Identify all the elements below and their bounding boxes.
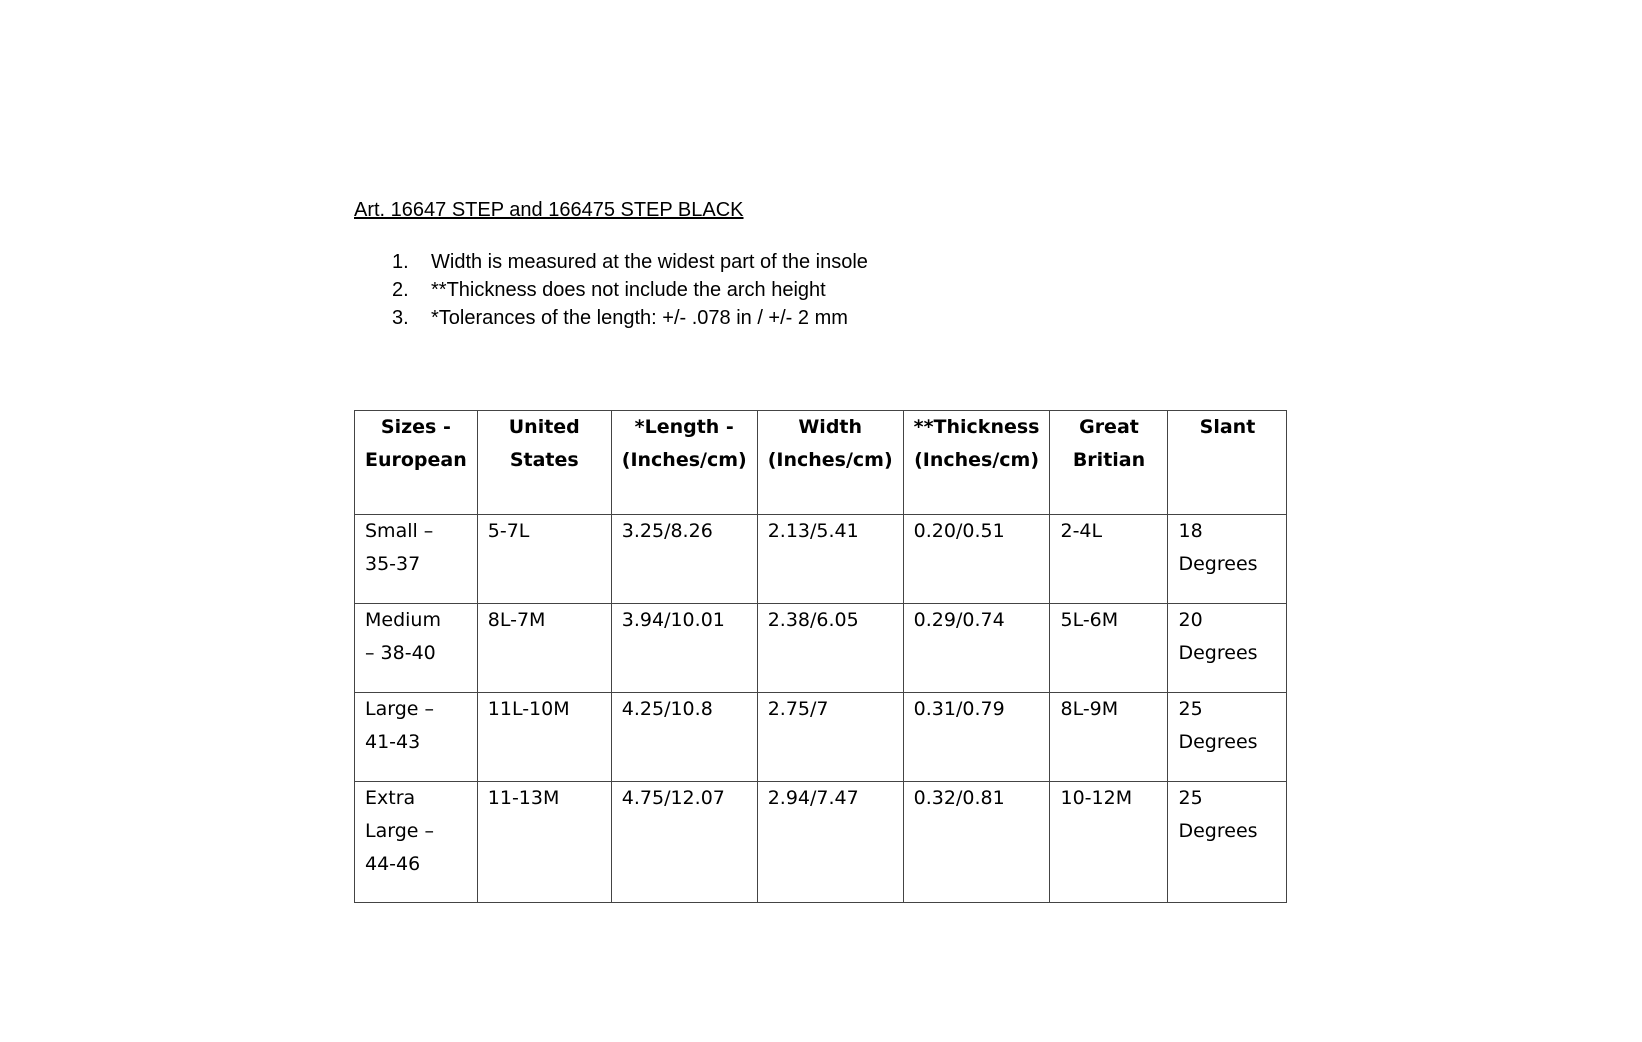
table-cell: Extra Large – 44-46 bbox=[355, 782, 478, 903]
note-number: 3. bbox=[392, 307, 409, 329]
table-cell: 8L-7M bbox=[477, 604, 611, 693]
header-great-britain: Great Britian bbox=[1050, 411, 1168, 515]
header-width: Width (Inches/cm) bbox=[757, 411, 903, 515]
table-row bbox=[355, 782, 1287, 903]
table-cell: 2.38/6.05 bbox=[757, 604, 903, 693]
table-cell: 2-4L bbox=[1050, 515, 1168, 604]
note-text: *Tolerances of the length: +/- .078 in / +/- 2 mm bbox=[431, 307, 848, 329]
note-number: 1. bbox=[392, 251, 409, 273]
header-united-states: United States bbox=[477, 411, 611, 515]
table-header-row bbox=[355, 411, 1287, 515]
table-row bbox=[355, 693, 1287, 782]
table-cell: 4.25/10.8 bbox=[611, 693, 757, 782]
note-item bbox=[392, 304, 868, 332]
table-cell: 11-13M bbox=[477, 782, 611, 903]
table-cell: Small – 35-37 bbox=[355, 515, 478, 604]
header-sizes-european: Sizes - European bbox=[355, 411, 478, 515]
note-item bbox=[392, 248, 868, 276]
table-cell: 11L-10M bbox=[477, 693, 611, 782]
note-number: 2. bbox=[392, 279, 409, 301]
table-cell: 2.94/7.47 bbox=[757, 782, 903, 903]
note-text: Width is measured at the widest part of the insole bbox=[431, 251, 868, 273]
table-cell: Medium – 38-40 bbox=[355, 604, 478, 693]
table-cell: 2.13/5.41 bbox=[757, 515, 903, 604]
table-cell: 4.75/12.07 bbox=[611, 782, 757, 903]
table-cell: 0.32/0.81 bbox=[903, 782, 1050, 903]
table-cell: 25 Degrees bbox=[1168, 693, 1287, 782]
size-chart-table bbox=[354, 410, 1287, 903]
table-cell: 5L-6M bbox=[1050, 604, 1168, 693]
table-cell: 0.20/0.51 bbox=[903, 515, 1050, 604]
table-row bbox=[355, 515, 1287, 604]
table-cell: 20 Degrees bbox=[1168, 604, 1287, 693]
table-cell: Large – 41-43 bbox=[355, 693, 478, 782]
table-cell: 0.29/0.74 bbox=[903, 604, 1050, 693]
table-cell: 0.31/0.79 bbox=[903, 693, 1050, 782]
table-cell: 18 Degrees bbox=[1168, 515, 1287, 604]
document-title: Art. 16647 STEP and 166475 STEP BLACK bbox=[354, 199, 744, 221]
table-cell: 2.75/7 bbox=[757, 693, 903, 782]
table-cell: 10-12M bbox=[1050, 782, 1168, 903]
header-length: *Length - (Inches/cm) bbox=[611, 411, 757, 515]
table-row bbox=[355, 604, 1287, 693]
table-cell: 3.94/10.01 bbox=[611, 604, 757, 693]
table-cell: 25 Degrees bbox=[1168, 782, 1287, 903]
note-text: **Thickness does not include the arch height bbox=[431, 279, 826, 301]
notes-list bbox=[392, 248, 868, 332]
note-item bbox=[392, 276, 868, 304]
header-slant: Slant bbox=[1168, 411, 1287, 515]
header-thickness: **Thickness (Inches/cm) bbox=[903, 411, 1050, 515]
table-cell: 5-7L bbox=[477, 515, 611, 604]
table-cell: 3.25/8.26 bbox=[611, 515, 757, 604]
table-cell: 8L-9M bbox=[1050, 693, 1168, 782]
